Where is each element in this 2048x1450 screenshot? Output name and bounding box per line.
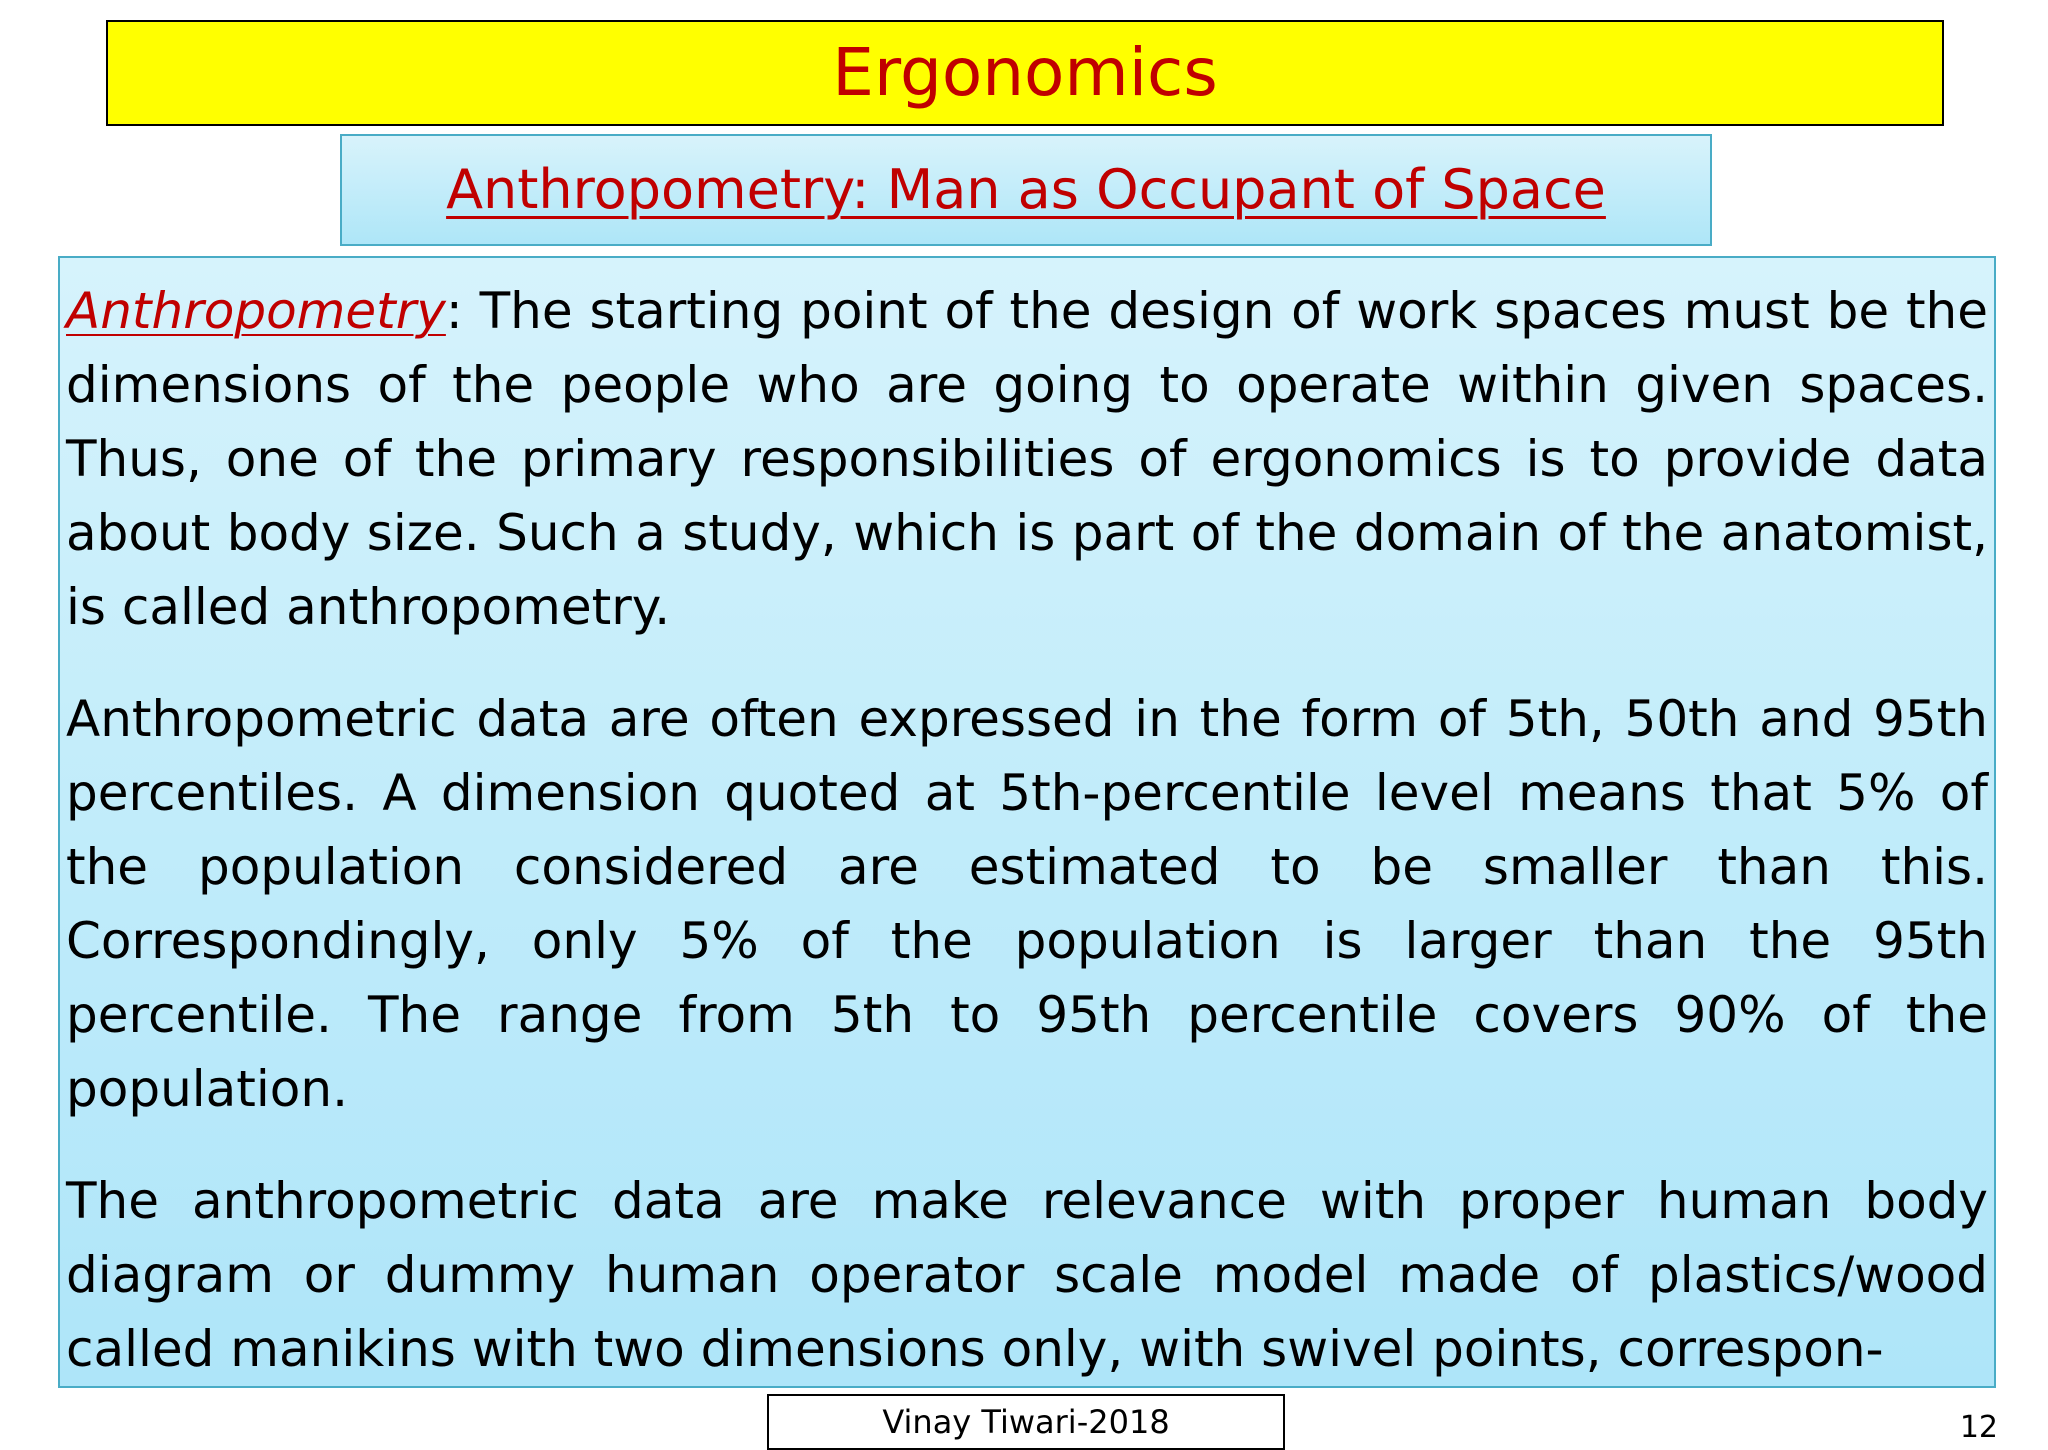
title-bar <box>106 20 1944 126</box>
content-box <box>58 256 1996 1388</box>
paragraph-definition-text: : The starting point of the design of work spaces must be the dimensions of the people who are going to operate within given spaces. Thus, one of the primary responsibilities of ergonomics is to provide data about body size. Such a study, which is part of the domain of the anatomist, is called anthropometry. <box>66 282 1988 636</box>
subtitle-box <box>340 134 1712 246</box>
paragraph-percentiles: Anthropometric data are often expressed in the form of 5th, 50th and 95th percentiles. A dimension quoted at 5th-percentile level means that 5% of the population considered are estimated to be smaller than this. Correspondingly, only 5% of the population is larger than the 95th percentile. The range from 5th to 95th percentile covers 90% of the population. <box>66 690 1988 1118</box>
footer-author: Vinay Tiwari-2018 <box>882 1403 1170 1441</box>
page-number: 12 <box>1959 1410 1998 1445</box>
slide-subtitle: Anthropometry: Man as Occupant of Space <box>446 158 1606 221</box>
footer-author-box <box>767 1394 1285 1450</box>
paragraph-definition <box>66 274 1988 644</box>
slide-title: Ergonomics <box>832 34 1218 111</box>
paragraph-manikins: The anthropometric data are make relevance with proper human body diagram or dummy human operator scale model made of plastics/wood called manikins with two dimensions only, with swivel points, correspon- <box>66 1172 1988 1378</box>
term-anthropometry: Anthropometry <box>66 282 446 340</box>
